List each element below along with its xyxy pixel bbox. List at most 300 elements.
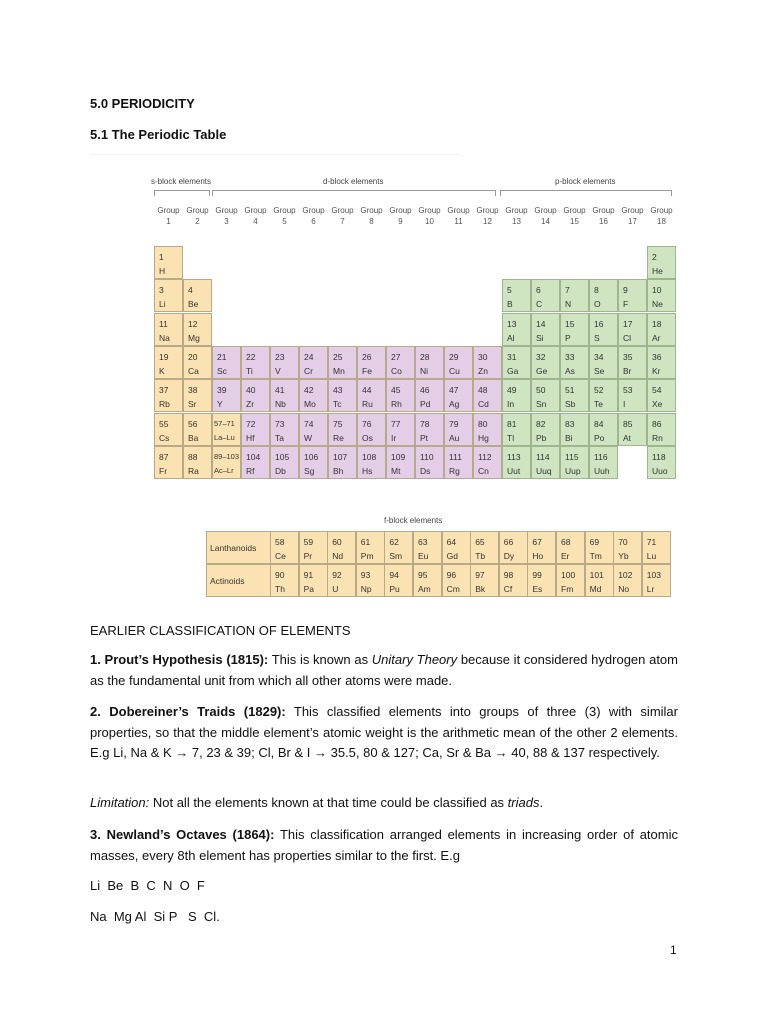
newland-text: This classification arranged elements in increasing order of atomic masses, every 8th element has properties similar to the first. E.g — [90, 827, 678, 863]
element-cell-mg — [183, 313, 212, 346]
element-symbol: Na — [159, 333, 170, 343]
atomic-number: 52 — [594, 385, 604, 395]
element-cell-re — [328, 413, 357, 446]
element-cell-si — [531, 313, 560, 346]
atomic-number: 86 — [652, 419, 662, 429]
element-cell-he — [647, 246, 676, 279]
atomic-number: 95 — [418, 570, 428, 580]
element-symbol: Er — [561, 551, 570, 561]
group-word: Group — [389, 206, 412, 215]
element-cell-sc — [212, 346, 241, 379]
group-header-9 — [386, 205, 415, 227]
element-symbol: Am — [418, 584, 431, 594]
element-cell-zn — [473, 346, 502, 379]
atomic-number: 16 — [594, 319, 604, 329]
atomic-number: 115 — [565, 452, 579, 462]
element-cell-mn — [328, 346, 357, 379]
atomic-number: 80 — [478, 419, 488, 429]
group-number: 5 — [282, 217, 287, 226]
element-cell-n — [560, 279, 589, 312]
element-cell-at — [618, 413, 647, 446]
atomic-number: 54 — [652, 385, 662, 395]
group-number: 10 — [425, 217, 434, 226]
element-cell-pb — [531, 413, 560, 446]
element-symbol: La–Lu — [214, 433, 235, 442]
atomic-number: 73 — [275, 419, 285, 429]
group-word: Group — [244, 206, 267, 215]
element-cell-bh — [328, 446, 357, 479]
atomic-number: 72 — [246, 419, 256, 429]
newland-label: 3. Newland’s Octaves (1864): — [90, 827, 275, 842]
octave-row-1: Li Be B C N O F — [90, 878, 205, 893]
atomic-number: 79 — [449, 419, 459, 429]
atomic-number: 113 — [507, 452, 521, 462]
element-symbol: Uup — [565, 466, 581, 476]
element-cell-rb — [154, 379, 183, 412]
atomic-number: 76 — [362, 419, 372, 429]
actinoid-cell-bk — [470, 564, 499, 597]
element-symbol: F — [623, 299, 629, 309]
group-number: 3 — [224, 217, 229, 226]
group-header-7 — [328, 205, 357, 227]
element-symbol: Cf — [503, 584, 513, 594]
atomic-number: 46 — [420, 385, 430, 395]
element-symbol: Xe — [652, 399, 663, 409]
element-symbol: Ds — [420, 466, 431, 476]
lanthanoid-cell-lu — [642, 531, 671, 564]
lanthanoid-cell-ce — [270, 531, 299, 564]
earlier-classification-title: EARLIER CLASSIFICATION OF ELEMENTS — [90, 623, 351, 638]
group-header-4 — [241, 205, 270, 227]
atomic-number: 111 — [449, 452, 462, 462]
element-symbol: Li — [159, 299, 166, 309]
element-symbol: Po — [594, 433, 605, 443]
atomic-number: 50 — [536, 385, 546, 395]
atomic-number: 21 — [217, 352, 227, 362]
group-number: 15 — [570, 217, 579, 226]
group-word: Group — [621, 206, 644, 215]
group-header-6 — [299, 205, 328, 227]
group-number: 9 — [398, 217, 403, 226]
element-symbol: In — [507, 399, 515, 409]
lanthanoid-cell-er — [556, 531, 585, 564]
newland-paragraph — [90, 825, 678, 866]
element-cell-bi — [560, 413, 589, 446]
atomic-number: 102 — [618, 570, 633, 580]
element-symbol: Te — [594, 399, 603, 409]
element-cell-cl — [618, 313, 647, 346]
element-cell-k — [154, 346, 183, 379]
atomic-number: 22 — [246, 352, 256, 362]
element-symbol: I — [623, 399, 626, 409]
element-symbol: Hf — [246, 433, 255, 443]
atomic-number: 107 — [333, 452, 348, 462]
atomic-number: 41 — [275, 385, 285, 395]
atomic-number: 34 — [594, 352, 604, 362]
element-cell-hs — [357, 446, 386, 479]
element-cell-ir — [386, 413, 415, 446]
lanthanoid-cell-dy — [499, 531, 528, 564]
element-cell-ta — [270, 413, 299, 446]
atomic-number: 53 — [623, 385, 633, 395]
element-symbol: W — [304, 433, 313, 443]
group-number: 18 — [657, 217, 666, 226]
element-cell-te — [589, 379, 618, 412]
element-cell-na — [154, 313, 183, 346]
element-symbol: Np — [360, 584, 372, 594]
group-header-11 — [444, 205, 473, 227]
group-word: Group — [418, 206, 441, 215]
element-symbol: H — [159, 266, 166, 276]
atomic-number: 33 — [565, 352, 575, 362]
element-symbol: V — [275, 366, 281, 376]
element-symbol: Rf — [246, 466, 255, 476]
prout-em: Unitary Theory — [371, 652, 458, 667]
element-symbol: Sm — [389, 551, 403, 561]
atomic-number: 92 — [332, 570, 342, 580]
element-symbol: Bh — [333, 466, 344, 476]
element-cell-rf — [241, 446, 270, 479]
element-symbol: Pa — [303, 584, 314, 594]
prout-label: 1. Prout’s Hypothesis (1815): — [90, 652, 269, 667]
atomic-number: 31 — [507, 352, 517, 362]
atomic-number: 28 — [420, 352, 430, 362]
element-symbol: Au — [449, 433, 460, 443]
element-cell-w — [299, 413, 328, 446]
atomic-number: 58 — [275, 537, 285, 547]
group-header-10 — [415, 205, 444, 227]
element-symbol: N — [565, 299, 572, 309]
actinoid-cell-pu — [384, 564, 413, 597]
group-number: 4 — [253, 217, 258, 226]
element-symbol: Ge — [536, 366, 548, 376]
element-symbol: Mn — [333, 366, 345, 376]
atomic-number: 37 — [159, 385, 169, 395]
f-block-label: f-block elements — [384, 516, 443, 525]
subsection-heading-periodic-table: 5.1 The Periodic Table — [90, 127, 227, 142]
group-word: Group — [360, 206, 383, 215]
group-word: Group — [302, 206, 325, 215]
group-number: 11 — [454, 217, 463, 226]
group-number: 6 — [311, 217, 316, 226]
group-header-12 — [473, 205, 502, 227]
dobereiner-label: 2. Dobereiner’s Traids (1829): — [90, 704, 286, 719]
actinoid-cell-es — [527, 564, 556, 597]
p-block-label: p-block elements — [555, 177, 616, 186]
element-cell-ni — [415, 346, 444, 379]
element-symbol: Ir — [391, 433, 397, 443]
element-symbol: Nb — [275, 399, 286, 409]
element-symbol: Ni — [420, 366, 429, 376]
element-cell-pd — [415, 379, 444, 412]
actinoid-cell-am — [413, 564, 442, 597]
s-block-brace — [154, 190, 210, 196]
group-header-3 — [212, 205, 241, 227]
atomic-number: 77 — [391, 419, 401, 429]
element-symbol: Uuq — [536, 466, 552, 476]
atomic-number: 83 — [565, 419, 575, 429]
element-symbol: Y — [217, 399, 223, 409]
group-word: Group — [476, 206, 499, 215]
atomic-number: 65 — [475, 537, 485, 547]
octave-row-2: Na Mg Al Si P S Cl. — [90, 909, 220, 924]
atomic-number: 96 — [446, 570, 457, 580]
element-symbol: Sr — [188, 399, 197, 409]
atomic-number: 63 — [418, 537, 428, 547]
atomic-number: 26 — [362, 352, 372, 362]
element-cell-uup — [560, 446, 589, 479]
atomic-number: 45 — [391, 385, 401, 395]
element-cell-tc — [328, 379, 357, 412]
lanthanoids-label: Lanthanoids — [210, 543, 257, 553]
element-symbol: Os — [362, 433, 373, 443]
atomic-number: 101 — [589, 570, 604, 580]
element-cell-v — [270, 346, 299, 379]
atomic-number: 3 — [159, 285, 164, 295]
element-symbol: Pd — [420, 399, 431, 409]
limitation-text-pre: Not all the elements known at that time could be classified as — [149, 795, 508, 810]
atomic-number: 47 — [449, 385, 459, 395]
atomic-number: 99 — [532, 570, 542, 580]
group-header-16 — [589, 205, 618, 227]
atomic-number: 110 — [420, 452, 434, 462]
atomic-number: 78 — [420, 419, 430, 429]
atomic-number: 88 — [188, 452, 198, 462]
group-header-1 — [154, 205, 183, 227]
element-symbol: Sc — [217, 366, 227, 376]
group-header-2 — [183, 205, 212, 227]
atomic-number: 44 — [362, 385, 372, 395]
atomic-number: 55 — [159, 419, 169, 429]
element-symbol: No — [618, 584, 630, 594]
element-cell-s — [589, 313, 618, 346]
element-symbol: He — [652, 266, 663, 276]
atomic-number: 20 — [188, 352, 198, 362]
element-symbol: O — [594, 299, 601, 309]
element-cell-be — [183, 279, 212, 312]
atomic-number: 48 — [478, 385, 488, 395]
group-number: 1 — [166, 217, 171, 226]
atomic-number: 36 — [652, 352, 662, 362]
element-cell-sg — [299, 446, 328, 479]
element-symbol: Sg — [304, 466, 315, 476]
section-heading-periodicity: 5.0 PERIODICITY — [90, 96, 195, 111]
element-symbol: At — [623, 433, 632, 443]
element-cell-nb — [270, 379, 299, 412]
p-block-brace — [500, 190, 672, 196]
element-symbol: Sb — [565, 399, 576, 409]
atomic-number: 38 — [188, 385, 198, 395]
atomic-number: 4 — [188, 285, 193, 295]
atomic-number: 17 — [623, 319, 633, 329]
element-cell-br — [618, 346, 647, 379]
element-symbol: Rn — [652, 433, 663, 443]
atomic-number: 104 — [246, 452, 261, 462]
lanthanoid-cell-tb — [470, 531, 499, 564]
group-word: Group — [505, 206, 528, 215]
element-symbol: Cs — [159, 433, 170, 443]
group-header-13 — [502, 205, 531, 227]
element-symbol: Ar — [652, 333, 661, 343]
atomic-number: 29 — [449, 352, 459, 362]
element-symbol: Pt — [420, 433, 429, 443]
element-symbol: C — [536, 299, 543, 309]
lanthanoid-cell-tm — [585, 531, 614, 564]
atomic-number: 49 — [507, 385, 517, 395]
element-symbol: Uut — [507, 466, 521, 476]
element-symbol: Bk — [475, 584, 486, 594]
atomic-number: 15 — [565, 319, 575, 329]
element-cell-h — [154, 246, 183, 279]
element-symbol: Uuo — [652, 466, 668, 476]
element-cell-zr — [241, 379, 270, 412]
element-symbol: Mt — [391, 466, 401, 476]
element-cell-cn — [473, 446, 502, 479]
group-header-15 — [560, 205, 589, 227]
d-block-brace — [212, 190, 496, 196]
element-cell-ru — [357, 379, 386, 412]
element-symbol: Es — [532, 584, 543, 594]
dobereiner-paragraph — [90, 702, 678, 764]
element-symbol: Gd — [446, 551, 458, 561]
atomic-number: 5 — [507, 285, 512, 295]
atomic-number: 105 — [275, 452, 290, 462]
prout-text-pre: This is known as — [268, 652, 372, 667]
atomic-number: 60 — [332, 537, 342, 547]
element-symbol: Uuh — [594, 466, 610, 476]
group-word: Group — [215, 206, 238, 215]
element-cell-ga — [502, 346, 531, 379]
atomic-number: 24 — [304, 352, 314, 362]
element-symbol: Fr — [159, 466, 168, 476]
element-cell-o — [589, 279, 618, 312]
atomic-number: 100 — [561, 570, 576, 580]
element-cell-ca — [183, 346, 212, 379]
element-symbol: Ba — [188, 433, 199, 443]
element-cell-co — [386, 346, 415, 379]
group-word: Group — [447, 206, 470, 215]
element-cell-uuo — [647, 446, 676, 479]
element-cell-xe — [647, 379, 676, 412]
element-symbol: Pr — [303, 551, 313, 561]
atomic-number: 118 — [652, 452, 666, 462]
atomic-number: 43 — [333, 385, 343, 395]
element-symbol: Lu — [646, 551, 657, 561]
element-symbol: P — [565, 333, 571, 343]
lanthanoid-cell-eu — [413, 531, 442, 564]
atomic-number: 40 — [246, 385, 256, 395]
atomic-number: 97 — [475, 570, 485, 580]
atomic-number: 30 — [478, 352, 488, 362]
element-cell-ds — [415, 446, 444, 479]
element-symbol: Ca — [188, 366, 199, 376]
element-cell-in — [502, 379, 531, 412]
element-symbol: Cd — [478, 399, 489, 409]
atomic-number: 90 — [275, 570, 285, 580]
actinoid-cell-cf — [499, 564, 528, 597]
element-symbol: Ra — [188, 466, 199, 476]
group-word: Group — [563, 206, 586, 215]
element-symbol: Eu — [418, 551, 429, 561]
atomic-number: 1 — [159, 252, 164, 262]
element-symbol: Rg — [449, 466, 460, 476]
element-symbol: Zn — [478, 366, 488, 376]
atomic-number: 74 — [304, 419, 314, 429]
atomic-number: 9 — [623, 285, 628, 295]
atomic-number: 57–71 — [214, 419, 235, 428]
limitation-em: triads — [507, 795, 540, 810]
element-cell-fr — [154, 446, 183, 479]
atomic-number: 84 — [594, 419, 604, 429]
atomic-number: 68 — [561, 537, 571, 547]
atomic-number: 91 — [303, 570, 314, 580]
element-symbol: Lr — [646, 584, 655, 594]
lanthanoid-cell-sm — [384, 531, 413, 564]
element-cell-se — [589, 346, 618, 379]
element-cell-hg — [473, 413, 502, 446]
group-number: 13 — [512, 217, 521, 226]
dobereiner-text: This classified elements into groups of three (3) with similar properties, so that the middle element’s atomic weight is the arithmetic mean of the other 2 elements. E.g Li, Na & K → 7, 23 & 39; Cl, Br & I → 35.5, 80 & 127; Ca, Sr & Ba → 40, 88 & 137 respectively. — [90, 704, 678, 760]
element-cell-cr — [299, 346, 328, 379]
element-cell-rg — [444, 446, 473, 479]
atomic-number: 51 — [565, 385, 575, 395]
element-cell-kr — [647, 346, 676, 379]
element-symbol: S — [594, 333, 600, 343]
atomic-number: 64 — [446, 537, 457, 547]
element-symbol: Cl — [623, 333, 632, 343]
element-symbol: Fm — [561, 584, 574, 594]
group-number: 14 — [541, 217, 550, 226]
group-number: 7 — [340, 217, 345, 226]
group-word: Group — [273, 206, 296, 215]
element-symbol: Ta — [275, 433, 284, 443]
atomic-number: 2 — [652, 252, 657, 262]
atomic-number: 82 — [536, 419, 546, 429]
element-cell-ar — [647, 313, 676, 346]
lanthanoid-cell-pr — [299, 531, 328, 564]
lanthanoid-cell-yb — [613, 531, 642, 564]
element-symbol: Br — [623, 366, 632, 376]
element-cell-p — [560, 313, 589, 346]
lanthanoid-cell-nd — [327, 531, 356, 564]
actinoid-cell-fm — [556, 564, 585, 597]
element-cell-db — [270, 446, 299, 479]
atomic-number: 25 — [333, 352, 343, 362]
element-cell-li — [154, 279, 183, 312]
element-symbol: Cu — [449, 366, 460, 376]
element-cell-y — [212, 379, 241, 412]
atomic-number: 62 — [389, 537, 399, 547]
atomic-number: 19 — [159, 352, 169, 362]
element-symbol: U — [332, 584, 339, 594]
element-symbol: Si — [536, 333, 544, 343]
element-symbol: Cn — [478, 466, 489, 476]
limitation-paragraph — [90, 793, 678, 814]
group-word: Group — [186, 206, 209, 215]
element-symbol: Tm — [589, 551, 602, 561]
atomic-number: 71 — [646, 537, 657, 547]
element-cell-tl — [502, 413, 531, 446]
actinoid-cell-pa — [299, 564, 328, 597]
atomic-number: 7 — [565, 285, 570, 295]
element-symbol: K — [159, 366, 165, 376]
group-number: 8 — [369, 217, 374, 226]
atomic-number: 27 — [391, 352, 401, 362]
group-header-8 — [357, 205, 386, 227]
element-cell-ne — [647, 279, 676, 312]
element-cell-b — [502, 279, 531, 312]
d-block-label: d-block elements — [323, 177, 384, 186]
